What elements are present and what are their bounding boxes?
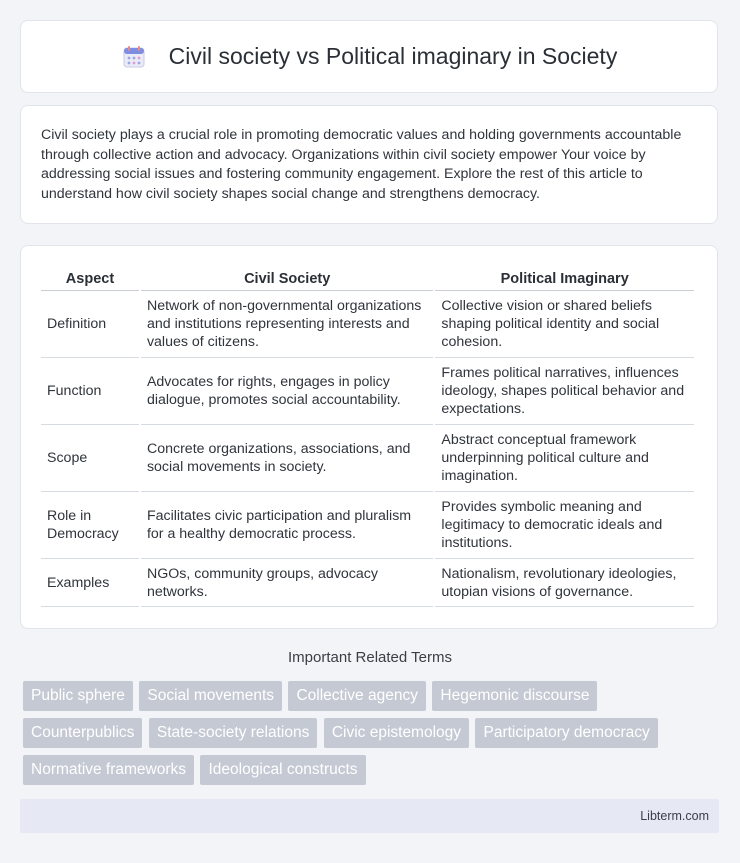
tag-social-movements[interactable]: Social movements — [139, 681, 282, 711]
page-title: Civil society vs Political imaginary in Society — [168, 43, 618, 69]
table-row — [41, 291, 694, 358]
table-row — [41, 559, 694, 607]
tag-state-society-relations[interactable]: State-society relations — [149, 718, 318, 748]
row-aspect: Examples — [41, 559, 139, 607]
title-card — [20, 20, 718, 93]
intro-card — [20, 105, 718, 224]
header-political-imaginary: Political Imaginary — [435, 265, 694, 291]
footer — [20, 799, 719, 833]
row-political-imaginary: Nationalism, revolutionary ideologies, utopian visions of governance. — [435, 559, 694, 607]
row-aspect: Function — [41, 358, 139, 425]
footer-brand[interactable]: Libterm.com — [640, 809, 709, 823]
tag-public-sphere[interactable]: Public sphere — [23, 681, 133, 711]
tag-hegemonic-discourse[interactable]: Hegemonic discourse — [432, 681, 597, 711]
row-political-imaginary: Collective vision or shared beliefs shaping political identity and social cohesion. — [435, 291, 694, 358]
row-civil-society: Facilitates civic participation and pluralism for a healthy democratic process. — [141, 492, 433, 559]
related-terms-title: Important Related Terms — [288, 649, 452, 666]
header-aspect: Aspect — [41, 265, 139, 291]
tag-civic-epistemology[interactable]: Civic epistemology — [324, 718, 469, 748]
row-political-imaginary: Frames political narratives, influences ideology, shapes political behavior and expectations. — [435, 358, 694, 425]
comparison-card — [20, 245, 718, 629]
row-political-imaginary: Provides symbolic meaning and legitimacy to democratic ideals and institutions. — [435, 492, 694, 559]
tag-normative-frameworks[interactable]: Normative frameworks — [23, 755, 194, 785]
table-row — [41, 425, 694, 492]
tag-counterpublics[interactable]: Counterpublics — [23, 718, 142, 748]
tag-participatory-democracy[interactable]: Participatory democracy — [475, 718, 657, 748]
row-aspect: Role in Democracy — [41, 492, 139, 559]
calendar-icon — [121, 44, 147, 70]
comparison-table — [39, 265, 696, 607]
row-civil-society: Network of non-governmental organizations and institutions representing interests and values of citizens. — [141, 291, 433, 358]
row-aspect: Definition — [41, 291, 139, 358]
table-header-row — [41, 265, 694, 291]
table-row — [41, 492, 694, 559]
intro-text: Civil society plays a crucial role in promoting democratic values and holding governments accountable through collective action and advocacy. Organizations within civil society empower Your voice by addressing social issues and fostering community engagement. Explore the rest of this article to understand how civil society shapes social change and strengthens democracy. — [41, 127, 682, 202]
tag-collective-agency[interactable]: Collective agency — [288, 681, 425, 711]
row-civil-society: NGOs, community groups, advocacy networks. — [141, 559, 433, 607]
row-civil-society: Advocates for rights, engages in policy dialogue, promotes social accountability. — [141, 358, 433, 425]
table-row — [41, 358, 694, 425]
header-civil-society: Civil Society — [141, 265, 433, 291]
tag-ideological-constructs[interactable]: Ideological constructs — [200, 755, 365, 785]
related-terms-list — [23, 681, 723, 792]
row-political-imaginary: Abstract conceptual framework underpinning political culture and imagination. — [435, 425, 694, 492]
row-aspect: Scope — [41, 425, 139, 492]
row-civil-society: Concrete organizations, associations, and social movements in society. — [141, 425, 433, 492]
